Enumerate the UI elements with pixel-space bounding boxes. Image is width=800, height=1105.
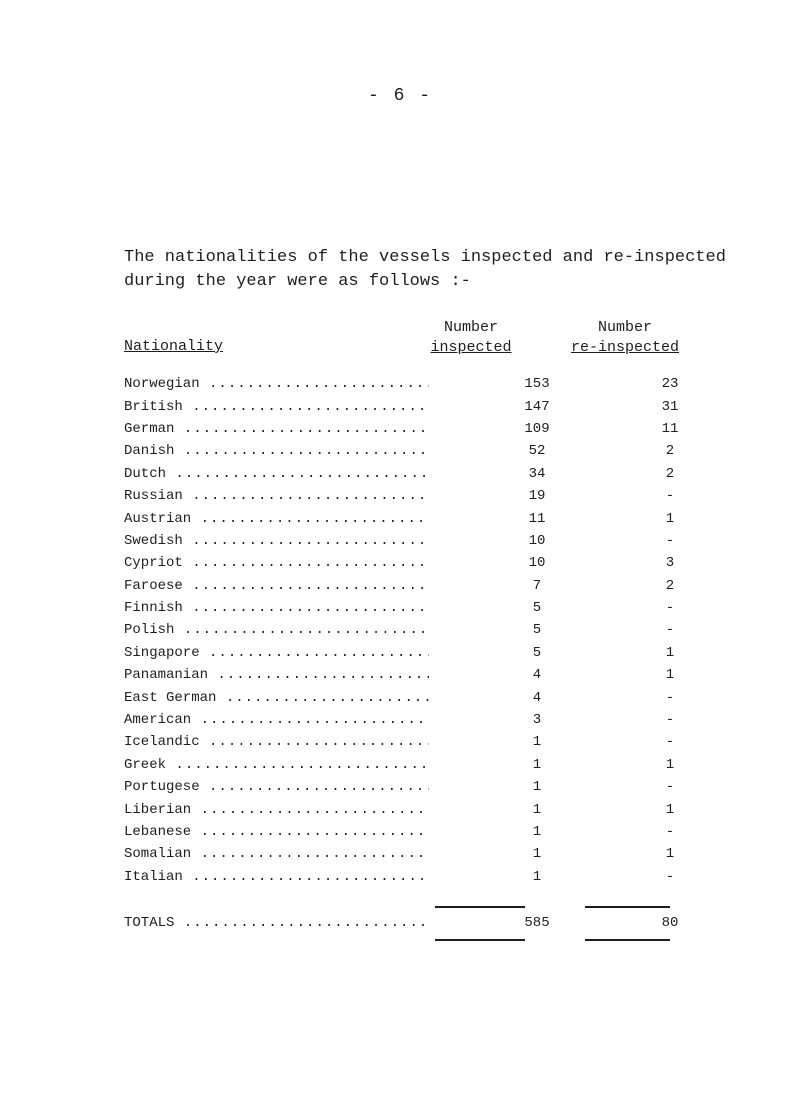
inspected-header-line1: Number: [443, 319, 498, 336]
reinspected-cell: 3: [665, 555, 675, 572]
reinspected-cell: -: [665, 779, 675, 796]
totals-reinspected: 80: [661, 915, 679, 932]
inspected-cell: 11: [528, 510, 546, 527]
reinspected-cell: 11: [661, 420, 679, 437]
table-row: [124, 821, 714, 843]
intro-text: The nationalities of the vessels inspected and re-inspected during the year were as follows :-: [124, 248, 726, 291]
table-row: [124, 709, 714, 731]
page-number: - 6 -: [367, 86, 432, 106]
nationality-cell: Danish .....: [124, 443, 429, 459]
nationality-header-label: Nationality: [124, 338, 224, 355]
nationality-cell: Faroese .....: [124, 578, 429, 594]
inspected-cell: 34: [528, 465, 546, 482]
reinspected-cell: 23: [661, 376, 679, 393]
nationality-cell: Singapore .....: [124, 645, 429, 661]
reinspected-header-line2: re-inspected: [570, 339, 680, 356]
inspected-cell: 109: [524, 420, 550, 437]
reinspected-column-header: [545, 318, 705, 358]
inspected-cell: 1: [532, 846, 542, 863]
nationality-cell: Finnish .....: [124, 600, 429, 616]
reinspected-cell: 2: [665, 443, 675, 460]
inspected-cell: 7: [532, 577, 542, 594]
nationality-cell: Russian .....: [124, 488, 429, 504]
nationality-cell: Italian .....: [124, 869, 429, 885]
table-row: [124, 843, 714, 865]
table-row: [124, 664, 714, 686]
reinspected-cell: 1: [665, 644, 675, 661]
inspected-cell: 5: [532, 622, 542, 639]
reinspected-cell: -: [665, 712, 675, 729]
table-row: [124, 575, 714, 597]
inspected-cell: 4: [532, 667, 542, 684]
nationality-cell: Icelandic .....: [124, 734, 429, 750]
nationality-cell: American .....: [124, 712, 429, 728]
reinspected-cell: -: [665, 622, 675, 639]
reinspected-header-line1: Number: [597, 319, 652, 336]
reinspected-cell: 1: [665, 756, 675, 773]
table-row: [124, 866, 714, 888]
inspected-cell: 52: [528, 443, 546, 460]
nationality-cell: Liberian .....: [124, 802, 429, 818]
table-row: [124, 642, 714, 664]
inspected-column-header: [411, 318, 531, 358]
nationality-table: [124, 373, 714, 888]
table-row: [124, 395, 714, 417]
inspected-cell: 1: [532, 734, 542, 751]
nationality-cell: Somalian .....: [124, 846, 429, 862]
nationality-cell: Dutch .....: [124, 466, 429, 482]
inspected-cell: 1: [532, 756, 542, 773]
nationality-cell: Cypriot .....: [124, 555, 429, 571]
reinspected-cell: -: [665, 689, 675, 706]
nationality-cell: Norwegian .....: [124, 376, 429, 392]
inspected-cell: 4: [532, 689, 542, 706]
nationality-cell: Austrian .....: [124, 511, 429, 527]
inspected-cell: 5: [532, 644, 542, 661]
reinspected-cell: -: [665, 868, 675, 885]
reinspected-cell: -: [665, 824, 675, 840]
nationality-cell: Lebanese .....: [124, 824, 429, 840]
reinspected-cell: -: [665, 600, 675, 617]
totals-rule-reinspected-bottom: [585, 939, 670, 941]
reinspected-cell: 2: [665, 465, 675, 482]
table-row: [124, 798, 714, 820]
reinspected-cell: 1: [665, 667, 675, 684]
table-row: [124, 552, 714, 574]
inspected-cell: 3: [532, 712, 542, 729]
table-row: [124, 686, 714, 708]
inspected-cell: 1: [532, 868, 542, 885]
totals-rule-inspected-top: [435, 906, 525, 908]
nationality-cell: British .....: [124, 399, 429, 415]
reinspected-cell: -: [665, 488, 675, 505]
table-row: [124, 418, 714, 440]
table-row: [124, 731, 714, 753]
inspected-cell: 5: [532, 600, 542, 617]
reinspected-cell: 1: [665, 510, 675, 527]
inspected-cell: 147: [524, 398, 550, 415]
totals-label: TOTALS .....: [124, 915, 429, 931]
reinspected-cell: -: [665, 734, 675, 751]
reinspected-cell: 1: [665, 801, 675, 818]
nationality-cell: Greek .....: [124, 757, 429, 773]
reinspected-cell: 31: [661, 398, 679, 415]
nationality-cell: Swedish .....: [124, 533, 429, 549]
reinspected-cell: 1: [665, 846, 675, 863]
totals-rule-inspected-bottom: [435, 939, 525, 941]
inspected-cell: 1: [532, 801, 542, 818]
table-row: [124, 530, 714, 552]
table-row: [124, 507, 714, 529]
reinspected-cell: 2: [665, 577, 675, 594]
table-row: [124, 463, 714, 485]
nationality-cell: Portugese .....: [124, 779, 429, 795]
totals-row: [124, 912, 714, 934]
table-row: [124, 485, 714, 507]
table-row: [124, 597, 714, 619]
table-row: [124, 373, 714, 395]
nationality-column-header: [124, 337, 284, 357]
inspected-header-line2: inspected: [430, 339, 512, 356]
inspected-cell: 19: [528, 488, 546, 505]
inspected-cell: 1: [532, 824, 542, 840]
reinspected-cell: -: [665, 532, 675, 549]
inspected-cell: 153: [524, 376, 550, 393]
inspected-cell: 1: [532, 779, 542, 796]
nationality-cell: Polish .....: [124, 622, 429, 638]
table-row: [124, 619, 714, 641]
table-row: [124, 754, 714, 776]
nationality-cell: Panamanian .....: [124, 667, 429, 683]
table-row: [124, 776, 714, 798]
table-row: [124, 440, 714, 462]
inspected-cell: 10: [528, 555, 546, 572]
nationality-cell: East German .....: [124, 690, 429, 706]
inspected-cell: 10: [528, 532, 546, 549]
totals-inspected: 585: [524, 915, 550, 932]
totals-rule-reinspected-top: [585, 906, 670, 908]
nationality-cell: German .....: [124, 421, 429, 437]
